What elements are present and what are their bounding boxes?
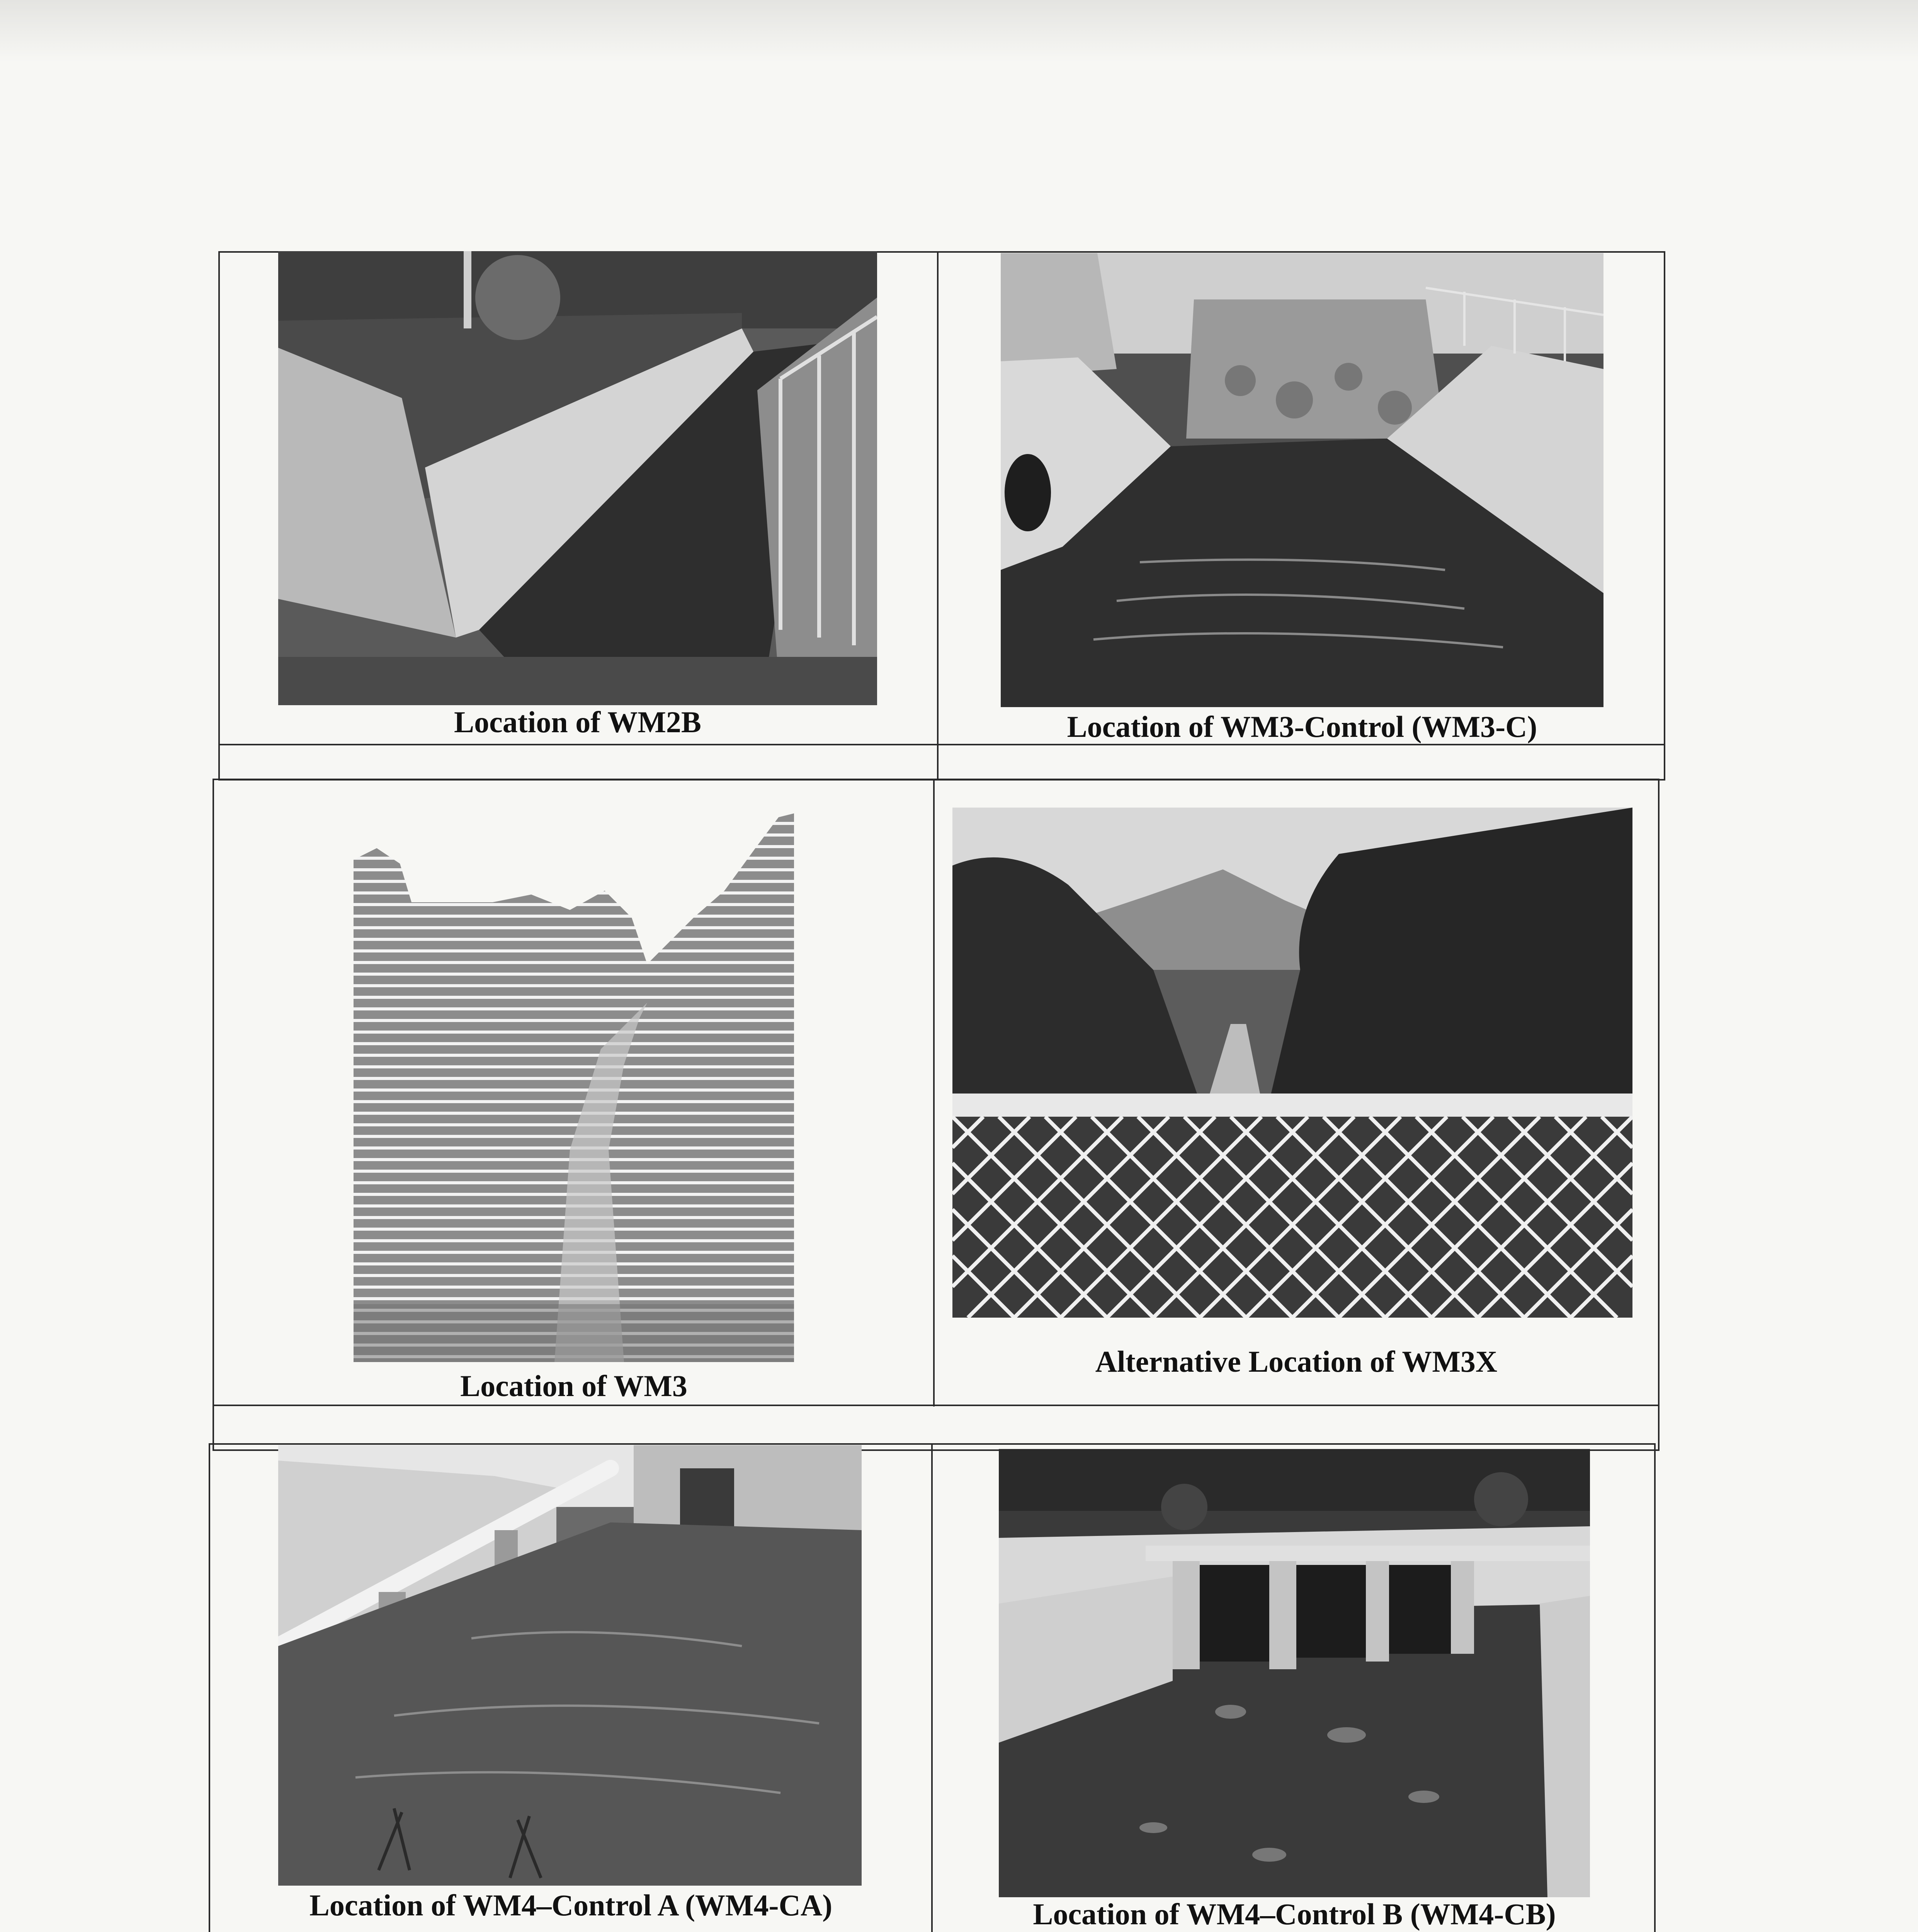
row-divider (213, 1405, 1660, 1406)
row-divider (218, 744, 1665, 745)
caption-wm4-control-a: Location of WM4–Control A (WM4-CA) (309, 1888, 833, 1922)
column-divider (933, 779, 935, 1406)
photo-wm3 (354, 802, 794, 1362)
photo-wm2b (278, 251, 877, 705)
caption-wm3: Location of WM3 (460, 1369, 687, 1403)
caption-wm3x: Alternative Location of WM3X (1095, 1345, 1498, 1378)
caption-wm4-control-b: Location of WM4–Control B (WM4-CB) (1033, 1897, 1556, 1931)
column-divider (937, 251, 939, 781)
photo-wm4-control-a (278, 1445, 862, 1886)
scan-shading-top (0, 0, 1918, 62)
caption-wm3-control: Location of WM3-Control (WM3-C) (1067, 710, 1537, 743)
photo-wm4-control-b (999, 1449, 1590, 1897)
photo-wm3-control (1001, 253, 1603, 707)
column-divider (931, 1443, 933, 1932)
photo-wm3x (952, 808, 1632, 1318)
caption-wm2b: Location of WM2B (454, 705, 701, 739)
